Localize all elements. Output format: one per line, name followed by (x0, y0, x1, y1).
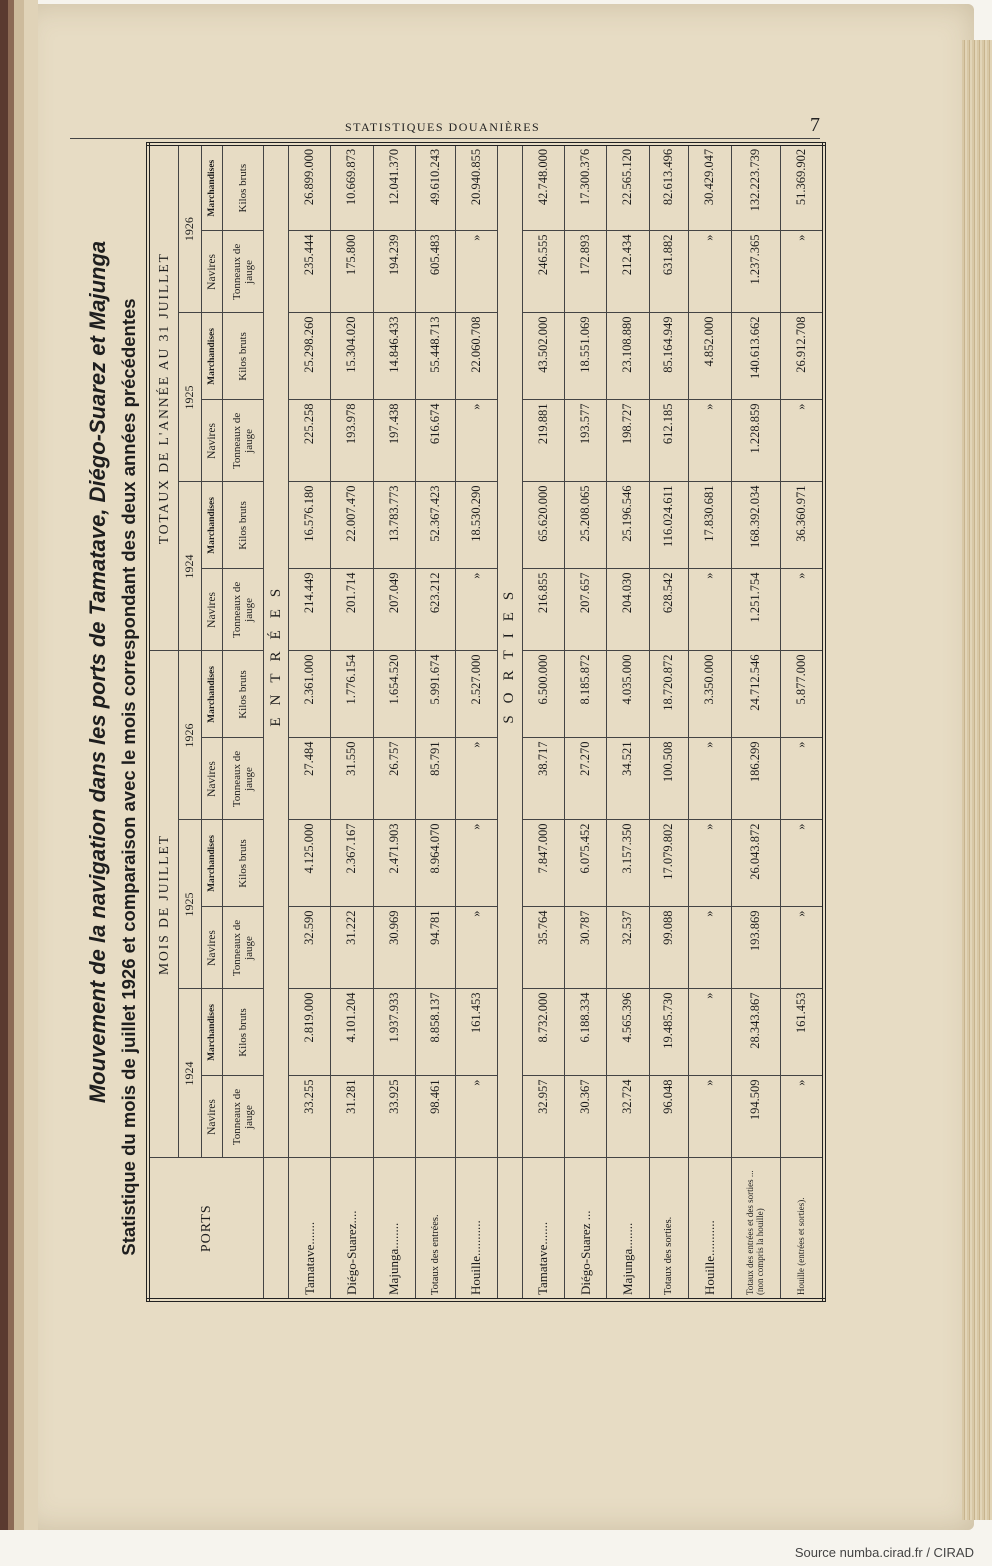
row-label: Diégo-Suarez ... (565, 1158, 607, 1300)
table-cell: 18.551.069 (565, 313, 607, 400)
table-cell: 13.783.773 (373, 482, 415, 569)
table-cell: 194.509 (731, 1076, 780, 1158)
year-group-header: TOTAUX DE L'ANNÉE AU 31 JUILLET (148, 144, 179, 651)
table-cell: 22.060.708 (455, 313, 497, 400)
table-cell: 55.448.713 (415, 313, 455, 400)
table-cell: 168.392.034 (731, 482, 780, 569)
table-cell: 3.350.000 (689, 651, 731, 738)
tonneaux-unit-header: Tonneaux de jauge (223, 400, 264, 482)
tonneaux-unit-header: Tonneaux de jauge (223, 907, 264, 989)
tonneaux-unit-header: Tonneaux de jauge (223, 569, 264, 651)
table-cell: 49.610.243 (415, 144, 455, 231)
table-row (415, 144, 455, 1300)
table-cell: 204.030 (607, 569, 649, 651)
table-cell: 8.858.137 (415, 989, 455, 1076)
table-cell: 32.957 (522, 1076, 564, 1158)
table-cell: 26.043.872 (731, 820, 780, 907)
table-cell: 175.800 (331, 231, 373, 313)
table-cell: 1.937.933 (373, 989, 415, 1076)
table-cell: 194.239 (373, 231, 415, 313)
kilos-unit-header: Kilos bruts (223, 482, 264, 569)
row-label: Houille........... (689, 1158, 731, 1300)
table-cell: 31.281 (331, 1076, 373, 1158)
table-cell: 18.720.872 (649, 651, 689, 738)
marchandises-header: Marchandises (202, 651, 223, 738)
table-cell: 4.101.204 (331, 989, 373, 1076)
table-cell: 1.251.754 (731, 569, 780, 651)
table-cell: » (455, 400, 497, 482)
section-entrees: ENTRÉES (264, 144, 289, 1158)
table-cell: 2.361.000 (289, 651, 331, 738)
header-rule (70, 138, 820, 139)
kilos-unit-header: Kilos bruts (223, 820, 264, 907)
table-cell: 172.893 (565, 231, 607, 313)
table-cell: 605.483 (415, 231, 455, 313)
table-cell: 19.485.730 (649, 989, 689, 1076)
table-cell: 201.714 (331, 569, 373, 651)
year-header: 1925 (179, 313, 202, 482)
month-group-header: MOIS DE JUILLET (148, 651, 179, 1158)
table-cell: 4.125.000 (289, 820, 331, 907)
table-cell: 22.007.470 (331, 482, 373, 569)
table-cell: 38.717 (522, 738, 564, 820)
book-spine (0, 0, 38, 1530)
table-cell: 34.521 (607, 738, 649, 820)
table-cell: 18.530.290 (455, 482, 497, 569)
table-cell: » (780, 907, 824, 989)
table-cell: 30.787 (565, 907, 607, 989)
table-cell: 616.674 (415, 400, 455, 482)
row-label: Totaux des sorties. (649, 1158, 689, 1300)
table-cell: 31.222 (331, 907, 373, 989)
table-cell: » (780, 1076, 824, 1158)
table-cell: 628.542 (649, 569, 689, 651)
table-cell: 31.550 (331, 738, 373, 820)
table-cell: 96.048 (649, 1076, 689, 1158)
table-cell: 2.471.903 (373, 820, 415, 907)
table-cell: 32.537 (607, 907, 649, 989)
year-header: 1926 (179, 651, 202, 820)
table-cell: 140.613.662 (731, 313, 780, 400)
table-cell: 207.657 (565, 569, 607, 651)
table-row (649, 144, 689, 1300)
table-row (565, 144, 607, 1300)
page-title: Mouvement de la navigation dans les ports de Tamatave, Diégo-Suarez et Majunga (85, 240, 110, 1104)
table-row (522, 144, 564, 1300)
table-cell: 6.075.452 (565, 820, 607, 907)
table-cell: 52.367.423 (415, 482, 455, 569)
table-cell: 43.502.000 (522, 313, 564, 400)
ports-header: PORTS (148, 1158, 264, 1300)
kilos-unit-header: Kilos bruts (223, 989, 264, 1076)
table-cell: 82.613.496 (649, 144, 689, 231)
table-cell: 246.555 (522, 231, 564, 313)
table-cell: 25.298.260 (289, 313, 331, 400)
table-cell: » (689, 738, 731, 820)
table-cell: 32.724 (607, 1076, 649, 1158)
table-cell: » (455, 907, 497, 989)
table-cell: 8.732.000 (522, 989, 564, 1076)
page-edges (962, 40, 992, 1520)
marchandises-header: Marchandises (202, 313, 223, 400)
table-cell: 15.304.020 (331, 313, 373, 400)
table-cell: » (689, 989, 731, 1076)
tonneaux-unit-header: Tonneaux de jauge (223, 1076, 264, 1158)
table-cell: 212.434 (607, 231, 649, 313)
table-cell: 99.088 (649, 907, 689, 989)
table-cell: » (780, 820, 824, 907)
table-cell: 36.360.971 (780, 482, 824, 569)
table-cell: 132.223.739 (731, 144, 780, 231)
table-cell: » (689, 820, 731, 907)
table-cell: 12.041.370 (373, 144, 415, 231)
table-cell: » (455, 1076, 497, 1158)
row-label: Totaux des entrées et des sorties ... (non compris la houille) (731, 1158, 780, 1300)
marchandises-header: Marchandises (202, 820, 223, 907)
table-cell: 20.940.855 (455, 144, 497, 231)
table-cell: » (780, 569, 824, 651)
table-cell: » (780, 738, 824, 820)
navires-header: Navires (202, 231, 223, 313)
table-cell: 42.748.000 (522, 144, 564, 231)
table-cell: 17.079.802 (649, 820, 689, 907)
table-cell: 17.300.376 (565, 144, 607, 231)
navires-header: Navires (202, 400, 223, 482)
section-sorties-row (497, 144, 522, 1300)
table-cell: 100.508 (649, 738, 689, 820)
table-row (780, 144, 824, 1300)
table-cell: 30.969 (373, 907, 415, 989)
table-cell: 10.669.873 (331, 144, 373, 231)
table-cell: 216.855 (522, 569, 564, 651)
table-cell: 33.255 (289, 1076, 331, 1158)
table-cell: 116.024.611 (649, 482, 689, 569)
table-cell: 5.877.000 (780, 651, 824, 738)
table-row (331, 144, 373, 1300)
table-cell: 161.453 (455, 989, 497, 1076)
table-cell: 16.576.180 (289, 482, 331, 569)
table-cell: 1.237.365 (731, 231, 780, 313)
table-cell: 631.882 (649, 231, 689, 313)
table-cell: » (780, 231, 824, 313)
table-cell: 22.565.120 (607, 144, 649, 231)
marchandises-header: Marchandises (202, 144, 223, 231)
table-cell: 6.500.000 (522, 651, 564, 738)
table-cell: 30.429.047 (689, 144, 731, 231)
table-cell: » (455, 820, 497, 907)
table-cell: 65.620.000 (522, 482, 564, 569)
year-header: 1924 (179, 482, 202, 651)
table-cell: 7.847.000 (522, 820, 564, 907)
row-label: Majunga........ (373, 1158, 415, 1300)
table-cell: 6.188.334 (565, 989, 607, 1076)
page-number: 7 (810, 114, 820, 136)
page-subtitle: Statistique du mois de juillet 1926 et comparaison avec le mois correspondant des deux années précédentes (118, 298, 139, 1256)
running-head: STATISTIQUES DOUANIÈRES (345, 120, 541, 134)
navires-header: Navires (202, 738, 223, 820)
table-row (607, 144, 649, 1300)
row-label: Diégo-Suarez.... (331, 1158, 373, 1300)
table-cell: 193.869 (731, 907, 780, 989)
table-cell: 2.367.167 (331, 820, 373, 907)
navires-header: Navires (202, 907, 223, 989)
table-cell: 28.343.867 (731, 989, 780, 1076)
table-cell: 33.925 (373, 1076, 415, 1158)
table-cell: 623.212 (415, 569, 455, 651)
section-entrees-row (264, 144, 289, 1300)
table-cell: 207.049 (373, 569, 415, 651)
year-header: 1926 (179, 144, 202, 313)
table-cell: 5.991.674 (415, 651, 455, 738)
table-cell: 225.258 (289, 400, 331, 482)
table-cell: 85.164.949 (649, 313, 689, 400)
table-cell: 32.590 (289, 907, 331, 989)
table-cell: 193.577 (565, 400, 607, 482)
row-label: Tamatave....... (289, 1158, 331, 1300)
table-cell: 26.899.000 (289, 144, 331, 231)
rotated-table-wrapper (146, 148, 826, 1302)
table-cell: 23.108.880 (607, 313, 649, 400)
tonneaux-unit-header: Tonneaux de jauge (223, 231, 264, 313)
table-cell: 1.654.520 (373, 651, 415, 738)
table-cell: 214.449 (289, 569, 331, 651)
row-label: Houille (entrées et sorties). (780, 1158, 824, 1300)
row-label: Tamatave....... (522, 1158, 564, 1300)
source-credit: Source numba.cirad.fr / CIRAD (794, 1545, 974, 1560)
table-cell: 85.791 (415, 738, 455, 820)
table-cell: 17.830.681 (689, 482, 731, 569)
table-cell: 4.565.396 (607, 989, 649, 1076)
tonneaux-unit-header: Tonneaux de jauge (223, 738, 264, 820)
table-cell: 8.185.872 (565, 651, 607, 738)
table-cell: » (455, 231, 497, 313)
table-cell: » (689, 569, 731, 651)
table-cell: 27.484 (289, 738, 331, 820)
marchandises-header: Marchandises (202, 482, 223, 569)
navigation-table (146, 142, 826, 1302)
row-label: Houille........... (455, 1158, 497, 1300)
table-cell: 8.964.070 (415, 820, 455, 907)
table-cell: » (780, 400, 824, 482)
table-cell: 26.912.708 (780, 313, 824, 400)
table-row (373, 144, 415, 1300)
table-cell: 3.157.350 (607, 820, 649, 907)
table-cell: 1.776.154 (331, 651, 373, 738)
table-cell: 193.978 (331, 400, 373, 482)
marchandises-header: Marchandises (202, 989, 223, 1076)
year-header: 1925 (179, 820, 202, 989)
table-cell: 30.367 (565, 1076, 607, 1158)
table-cell: 161.453 (780, 989, 824, 1076)
table-row (455, 144, 497, 1300)
year-header: 1924 (179, 989, 202, 1158)
table-cell: 94.781 (415, 907, 455, 989)
table-cell: 2.819.000 (289, 989, 331, 1076)
table-row (289, 144, 331, 1300)
table-cell: » (689, 907, 731, 989)
table-cell: 2.527.000 (455, 651, 497, 738)
table-cell: 25.196.546 (607, 482, 649, 569)
table-cell: 51.369.902 (780, 144, 824, 231)
table-cell: 4.035.000 (607, 651, 649, 738)
table-cell: 98.461 (415, 1076, 455, 1158)
table-cell: 612.185 (649, 400, 689, 482)
table-cell: 26.757 (373, 738, 415, 820)
section-spacer (264, 1158, 289, 1300)
table-cell: » (455, 569, 497, 651)
navires-header: Navires (202, 1076, 223, 1158)
table-row (731, 144, 780, 1300)
table-cell: 24.712.546 (731, 651, 780, 738)
navires-header: Navires (202, 569, 223, 651)
kilos-unit-header: Kilos bruts (223, 313, 264, 400)
table-cell: 4.852.000 (689, 313, 731, 400)
table-cell: » (689, 231, 731, 313)
table-cell: 186.299 (731, 738, 780, 820)
table-cell: 219.881 (522, 400, 564, 482)
table-row (689, 144, 731, 1300)
section-sorties: SORTIES (497, 144, 522, 1158)
table-cell: » (455, 738, 497, 820)
table-cell: » (689, 1076, 731, 1158)
table-cell: 198.727 (607, 400, 649, 482)
table-cell: 197.438 (373, 400, 415, 482)
row-label: Totaux des entrées. (415, 1158, 455, 1300)
table-cell: 35.764 (522, 907, 564, 989)
kilos-unit-header: Kilos bruts (223, 144, 264, 231)
table-cell: 25.208.065 (565, 482, 607, 569)
table-cell: 14.846.433 (373, 313, 415, 400)
table-cell: 27.270 (565, 738, 607, 820)
table-cell: 235.444 (289, 231, 331, 313)
row-label: Majunga........ (607, 1158, 649, 1300)
kilos-unit-header: Kilos bruts (223, 651, 264, 738)
table-cell: » (689, 400, 731, 482)
table-cell: 1.228.859 (731, 400, 780, 482)
section-spacer (497, 1158, 522, 1300)
